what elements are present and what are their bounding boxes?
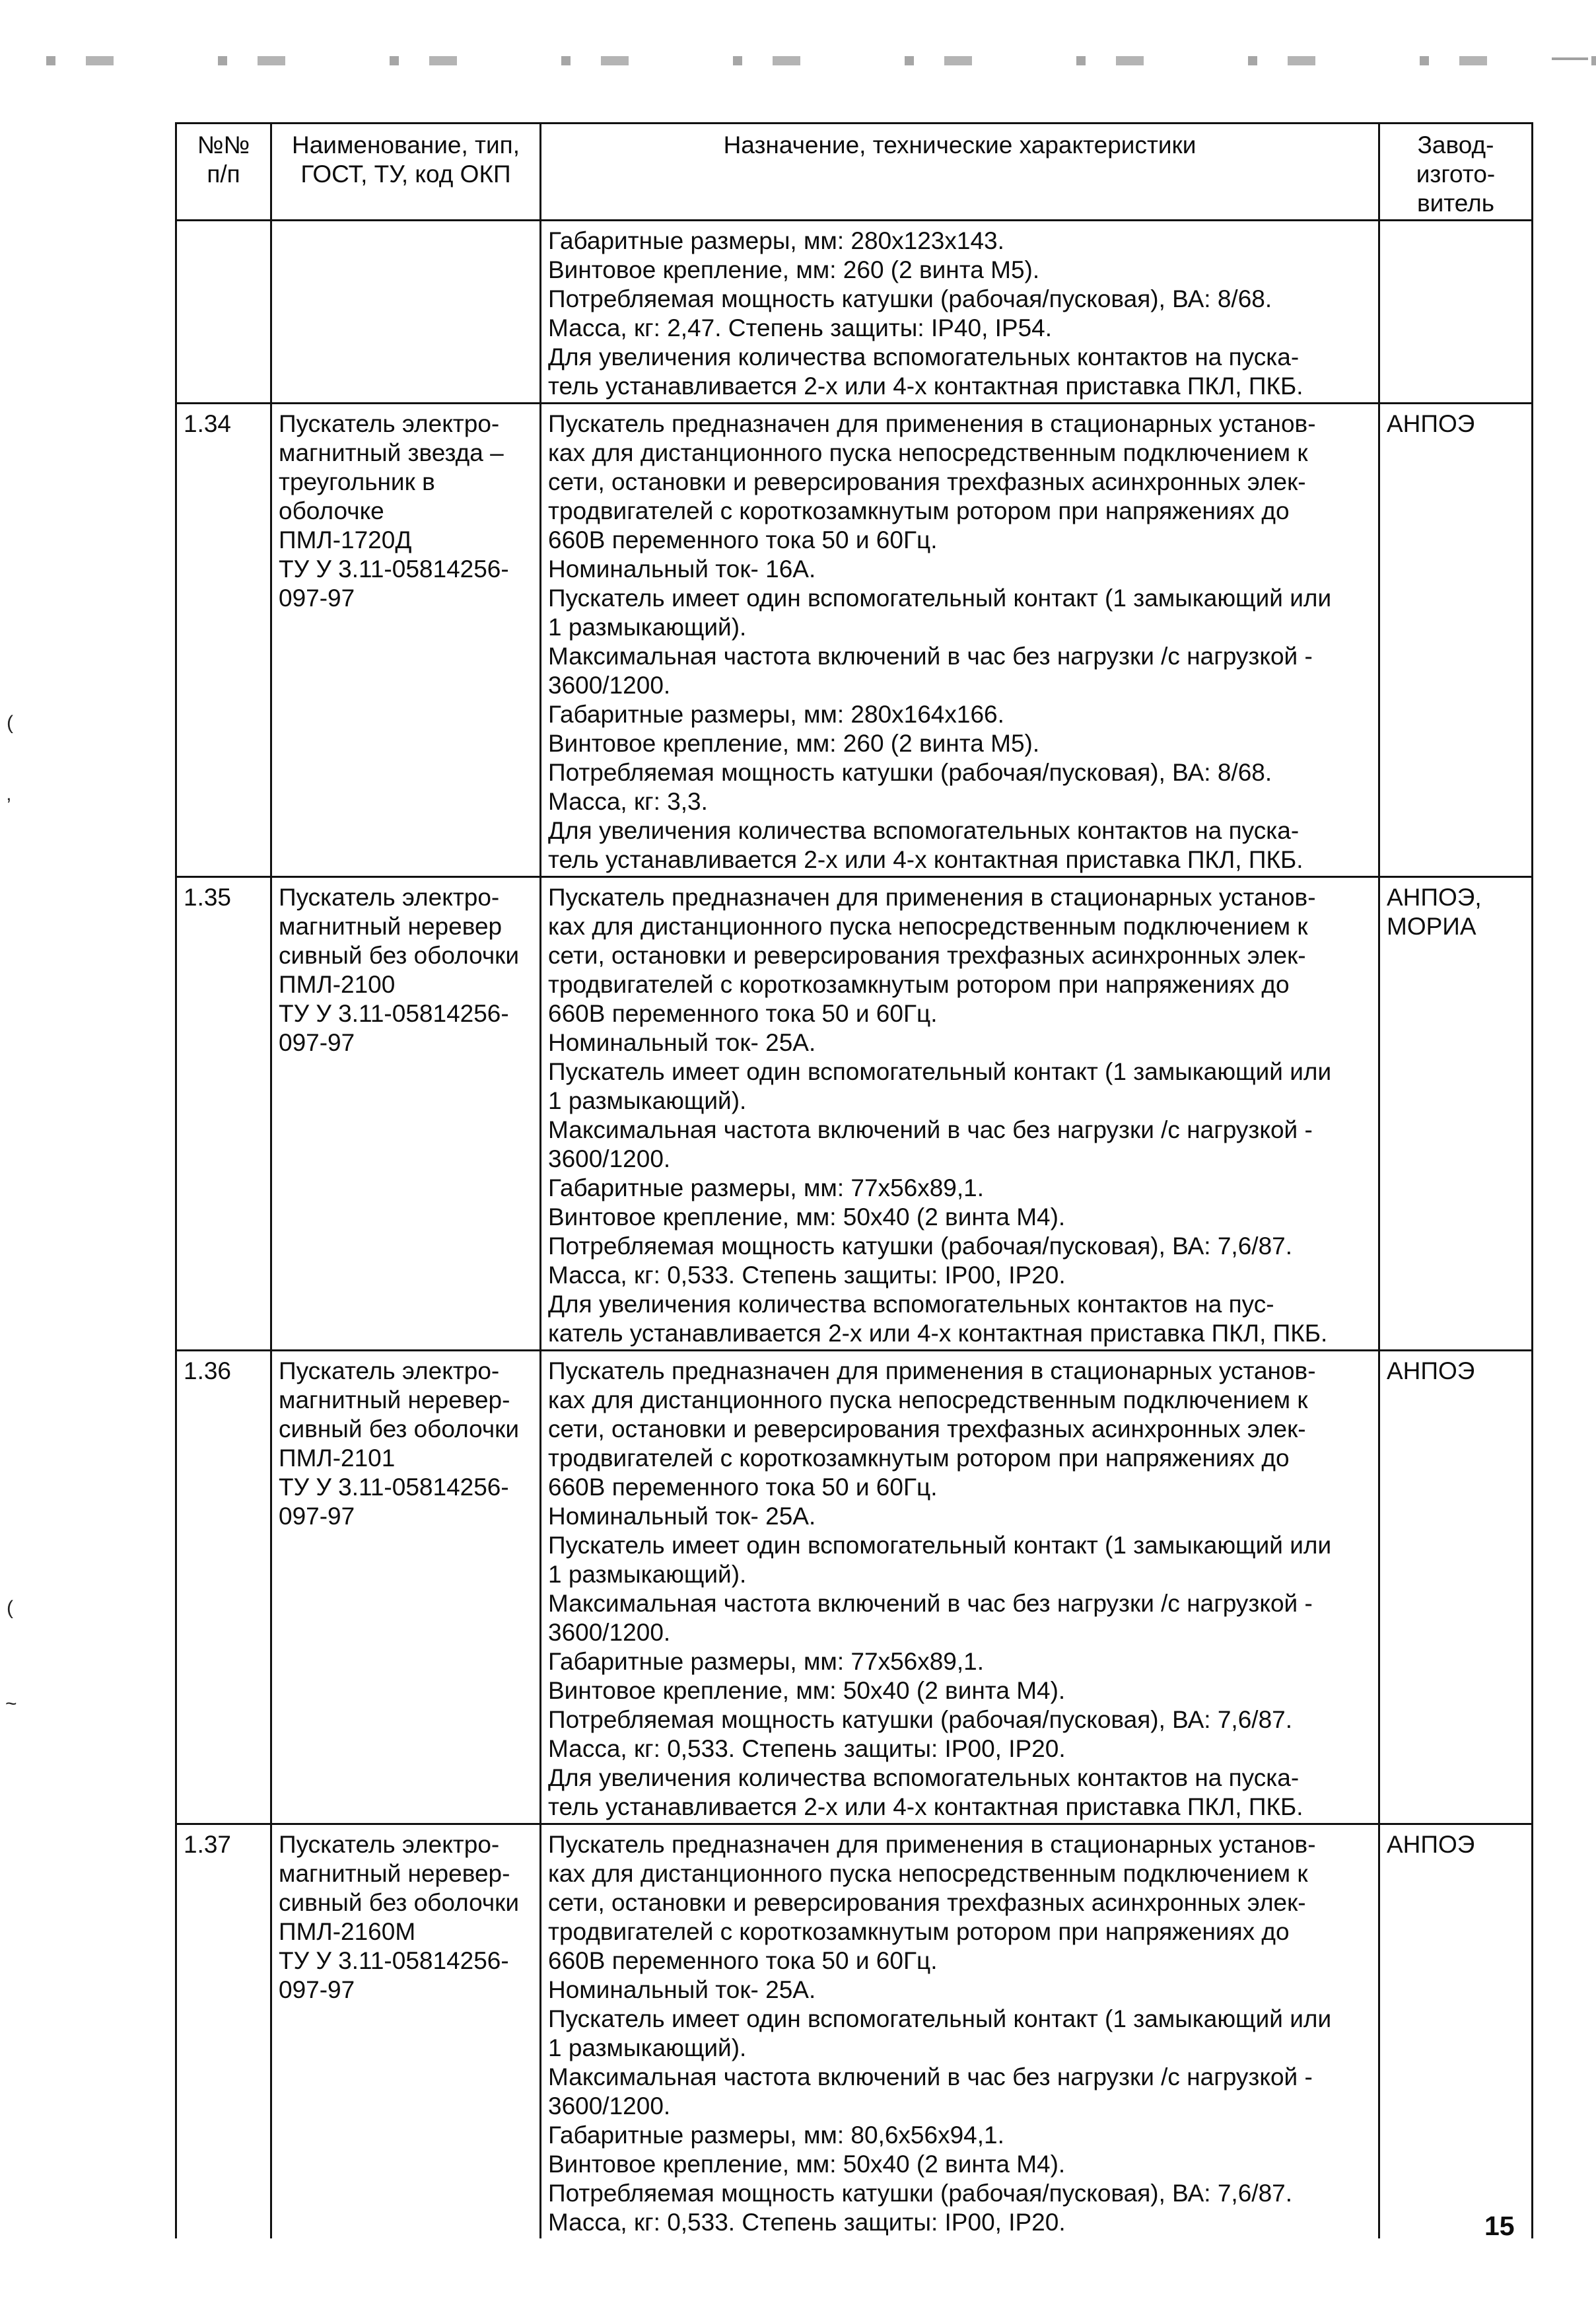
table-row bbox=[176, 877, 1533, 1351]
cell-line: ПМЛ-2100 bbox=[279, 971, 396, 998]
cell-line: Масса, кг: 0,533. Степень защиты: IP00, IP20. bbox=[548, 1262, 1066, 1289]
cell-line: 660В переменного тока 50 и 60Гц. bbox=[548, 526, 938, 553]
cell-line: Пускатель имеет один вспомогательный контакт (1 замыкающий или bbox=[548, 585, 1332, 612]
cell-line: Пускатель предназначен для применения в стационарных установ- bbox=[548, 1357, 1316, 1384]
cell-line: тродвигателей с короткозамкнутым ротором при напряжениях до bbox=[548, 971, 1290, 998]
cell-line: 3600/1200. bbox=[548, 2092, 671, 2120]
table-body bbox=[176, 221, 1533, 2239]
cell-line: Максимальная частота включений в час без нагрузки /с нагрузкой - bbox=[548, 1590, 1313, 1617]
cell-line: ПМЛ-1720Д bbox=[279, 526, 412, 553]
cell-line: Пускатель предназначен для применения в стационарных установ- bbox=[548, 1831, 1316, 1858]
cell-line: Винтовое крепление, мм: 260 (2 винта М5). bbox=[548, 730, 1040, 757]
cell-line: магнитный неревер- bbox=[279, 1860, 510, 1887]
row-number: 1.37 bbox=[176, 1824, 271, 2239]
row-number bbox=[176, 221, 271, 404]
spec-table bbox=[175, 122, 1533, 2238]
cell-line: Наименование, тип, bbox=[292, 131, 520, 159]
specification-cell bbox=[541, 221, 1379, 404]
cell-line: треугольник в bbox=[279, 468, 435, 495]
cell-line: Номинальный ток- 16А. bbox=[548, 555, 816, 583]
cell-line: 1 размыкающий). bbox=[548, 1561, 747, 1588]
manufacturer-cell bbox=[1379, 1351, 1533, 1824]
cell-line: Пускатель электро- bbox=[279, 1357, 500, 1384]
cell-line: сивный без оболочки bbox=[279, 1415, 520, 1443]
cell-line: ГОСТ, ТУ, код ОКП bbox=[300, 161, 511, 188]
cell-line: тродвигателей с короткозамкнутым ротором при напряжениях до bbox=[548, 497, 1290, 524]
margin-mark: ( bbox=[7, 712, 13, 734]
cell-line: Потребляемая мощность катушки (рабочая/пусковая), ВА: 7,6/87. bbox=[548, 2180, 1293, 2207]
cell-line: тродвигателей с короткозамкнутым ротором при напряжениях до bbox=[548, 1445, 1290, 1472]
cell-line: Масса, кг: 0,533. Степень защиты: IP00, IP20. bbox=[548, 1735, 1066, 1762]
cell-line: сети, остановки и реверсирования трехфазных асинхронных элек- bbox=[548, 468, 1306, 495]
cell-line: Пускатель электро- bbox=[279, 884, 500, 911]
table-row bbox=[176, 221, 1533, 404]
cell-line: Потребляемая мощность катушки (рабочая/пусковая), ВА: 7,6/87. bbox=[548, 1232, 1293, 1260]
cell-line: Пускатель имеет один вспомогательный контакт (1 замыкающий или bbox=[548, 2005, 1332, 2032]
cell-line: Винтовое крепление, мм: 50x40 (2 винта М4). bbox=[548, 1203, 1066, 1231]
cell-line: Масса, кг: 3,3. bbox=[548, 788, 708, 815]
cell-line: ках для дистанционного пуска непосредственным подключением к bbox=[548, 439, 1308, 466]
header-number bbox=[176, 124, 271, 221]
cell-line: 097-97 bbox=[279, 585, 355, 612]
manufacturer-cell bbox=[1379, 221, 1533, 404]
product-name-cell bbox=[271, 221, 541, 404]
cell-line: Винтовое крепление, мм: 50x40 (2 винта М4). bbox=[548, 2151, 1066, 2178]
cell-line: тель устанавливается 2-х или 4-х контактная приставка ПКЛ, ПКБ. bbox=[548, 373, 1303, 400]
cell-line: ках для дистанционного пуска непосредственным подключением к bbox=[548, 1386, 1308, 1413]
cell-line: АНПОЭ bbox=[1387, 410, 1475, 437]
cell-line: Потребляемая мощность катушки (рабочая/пусковая), ВА: 8/68. bbox=[548, 759, 1272, 786]
cell-line: Номинальный ток- 25А. bbox=[548, 1976, 816, 2003]
margin-mark: ’ bbox=[7, 795, 11, 816]
cell-line: сивный без оболочки bbox=[279, 1889, 520, 1916]
table-row bbox=[176, 1824, 1533, 2239]
cell-line: ТУ У 3.11-05814256- bbox=[279, 1947, 509, 1974]
specification-cell bbox=[541, 1824, 1379, 2239]
table-row bbox=[176, 404, 1533, 877]
cell-line: 097-97 bbox=[279, 1029, 355, 1056]
cell-line: магнитный неревер bbox=[279, 913, 503, 940]
cell-line: оболочке bbox=[279, 497, 384, 524]
manufacturer-cell bbox=[1379, 1824, 1533, 2239]
margin-mark: ~ bbox=[5, 1693, 17, 1715]
cell-line: АНПОЭ bbox=[1387, 1357, 1475, 1384]
page-number: 15 bbox=[1484, 2211, 1515, 2241]
cell-line: Габаритные размеры, мм: 280x164x166. bbox=[548, 701, 1004, 728]
cell-line: Пускатель электро- bbox=[279, 1831, 500, 1858]
cell-line: 1 размыкающий). bbox=[548, 614, 747, 641]
cell-line: ках для дистанционного пуска непосредственным подключением к bbox=[548, 1860, 1308, 1887]
cell-line: 097-97 bbox=[279, 1976, 355, 2003]
row-number: 1.36 bbox=[176, 1351, 271, 1824]
cell-line: 3600/1200. bbox=[548, 1145, 671, 1172]
cell-line: 660В переменного тока 50 и 60Гц. bbox=[548, 1474, 938, 1501]
table-row bbox=[176, 1351, 1533, 1824]
cell-line: магнитный неревер- bbox=[279, 1386, 510, 1413]
cell-line: Пускатель имеет один вспомогательный контакт (1 замыкающий или bbox=[548, 1058, 1332, 1085]
cell-line: п/п bbox=[207, 161, 240, 188]
margin-mark: ( bbox=[7, 1597, 13, 1619]
cell-line: ПМЛ-2101 bbox=[279, 1445, 396, 1472]
specification-cell bbox=[541, 404, 1379, 877]
cell-line: 097-97 bbox=[279, 1503, 355, 1530]
cell-line: Номинальный ток- 25А. bbox=[548, 1029, 816, 1056]
product-name-cell bbox=[271, 1824, 541, 2239]
product-name-cell bbox=[271, 1351, 541, 1824]
cell-line: №№ bbox=[197, 131, 250, 159]
cell-line: Для увеличения количества вспомогательных контактов на пус- bbox=[548, 1291, 1274, 1318]
cell-line: сети, остановки и реверсирования трехфазных асинхронных элек- bbox=[548, 942, 1306, 969]
manufacturer-cell bbox=[1379, 877, 1533, 1351]
cell-line: тель устанавливается 2-х или 4-х контактная приставка ПКЛ, ПКБ. bbox=[548, 846, 1303, 873]
row-number: 1.34 bbox=[176, 404, 271, 877]
header-manufacturer bbox=[1379, 124, 1533, 221]
cell-line: Габаритные размеры, мм: 280x123x143. bbox=[548, 227, 1004, 254]
cell-line: катель устанавливается 2-х или 4-х контактная приставка ПКЛ, ПКБ. bbox=[548, 1320, 1328, 1347]
table-header-row bbox=[176, 124, 1533, 221]
cell-line: Максимальная частота включений в час без нагрузки /с нагрузкой - bbox=[548, 1116, 1313, 1143]
cell-line: Максимальная частота включений в час без нагрузки /с нагрузкой - bbox=[548, 2063, 1313, 2090]
cell-line: тродвигателей с короткозамкнутым ротором при напряжениях до bbox=[548, 1918, 1290, 1945]
cell-line: изгото- bbox=[1416, 161, 1496, 188]
cell-line: Пускатель электро- bbox=[279, 410, 500, 437]
cell-line: витель bbox=[1416, 190, 1495, 217]
cell-line: Пускатель предназначен для применения в стационарных установ- bbox=[548, 884, 1316, 911]
cell-line: Потребляемая мощность катушки (рабочая/пусковая), ВА: 8/68. bbox=[548, 285, 1272, 312]
cell-line: Для увеличения количества вспомогательных контактов на пуска- bbox=[548, 343, 1300, 371]
cell-line: сивный без оболочки bbox=[279, 942, 520, 969]
cell-line: ТУ У 3.11-05814256- bbox=[279, 1000, 509, 1027]
cell-line: Пускатель имеет один вспомогательный контакт (1 замыкающий или bbox=[548, 1532, 1332, 1559]
cell-line: сети, остановки и реверсирования трехфазных асинхронных элек- bbox=[548, 1889, 1306, 1916]
header-name bbox=[271, 124, 541, 221]
cell-line: 1 размыкающий). bbox=[548, 2034, 747, 2061]
cell-line: Номинальный ток- 25А. bbox=[548, 1503, 816, 1530]
cell-line: АНПОЭ bbox=[1387, 1831, 1475, 1858]
cell-line: Габаритные размеры, мм: 80,6x56x94,1. bbox=[548, 2122, 1004, 2149]
cell-line: ках для дистанционного пуска непосредственным подключением к bbox=[548, 913, 1308, 940]
cell-line: Масса, кг: 0,533. Степень защиты: IP00, IP20. bbox=[548, 2209, 1066, 2236]
cell-line: 1 размыкающий). bbox=[548, 1087, 747, 1114]
cell-line: Габаритные размеры, мм: 77x56x89,1. bbox=[548, 1174, 985, 1201]
row-number: 1.35 bbox=[176, 877, 271, 1351]
cell-line: Потребляемая мощность катушки (рабочая/пусковая), ВА: 7,6/87. bbox=[548, 1706, 1293, 1733]
scan-artifact-line bbox=[0, 56, 1596, 65]
cell-line: ТУ У 3.11-05814256- bbox=[279, 1474, 509, 1501]
cell-line: Максимальная частота включений в час без нагрузки /с нагрузкой - bbox=[548, 643, 1313, 670]
cell-line: ТУ У 3.11-05814256- bbox=[279, 555, 509, 583]
header-purpose bbox=[541, 124, 1379, 221]
manufacturer-cell bbox=[1379, 404, 1533, 877]
cell-line: 3600/1200. bbox=[548, 1619, 671, 1646]
cell-line: сети, остановки и реверсирования трехфазных асинхронных элек- bbox=[548, 1415, 1306, 1443]
cell-line: Винтовое крепление, мм: 50x40 (2 винта М4). bbox=[548, 1677, 1066, 1704]
cell-line: Для увеличения количества вспомогательных контактов на пуска- bbox=[548, 817, 1300, 844]
cell-line: Пускатель предназначен для применения в стационарных установ- bbox=[548, 410, 1316, 437]
cell-line: Габаритные размеры, мм: 77x56x89,1. bbox=[548, 1648, 985, 1675]
cell-line: МОРИА bbox=[1387, 913, 1476, 940]
specification-cell bbox=[541, 1351, 1379, 1824]
cell-line: 660В переменного тока 50 и 60Гц. bbox=[548, 1947, 938, 1974]
cell-line: АНПОЭ, bbox=[1387, 884, 1482, 911]
cell-line: тель устанавливается 2-х или 4-х контактная приставка ПКЛ, ПКБ. bbox=[548, 1793, 1303, 1820]
specification-cell bbox=[541, 877, 1379, 1351]
cell-line: 660В переменного тока 50 и 60Гц. bbox=[548, 1000, 938, 1027]
product-name-cell bbox=[271, 404, 541, 877]
cell-line: Для увеличения количества вспомогательных контактов на пуска- bbox=[548, 1764, 1300, 1791]
cell-line: Завод- bbox=[1417, 131, 1494, 159]
cell-line: магнитный звезда – bbox=[279, 439, 504, 466]
cell-line: Винтовое крепление, мм: 260 (2 винта М5). bbox=[548, 256, 1040, 283]
cell-line: ПМЛ-2160М bbox=[279, 1918, 416, 1945]
product-name-cell bbox=[271, 877, 541, 1351]
cell-line: Масса, кг: 2,47. Степень защиты: IP40, IP54. bbox=[548, 314, 1053, 341]
cell-line: 3600/1200. bbox=[548, 672, 671, 699]
cell-line: Назначение, технические характеристики bbox=[723, 131, 1197, 159]
